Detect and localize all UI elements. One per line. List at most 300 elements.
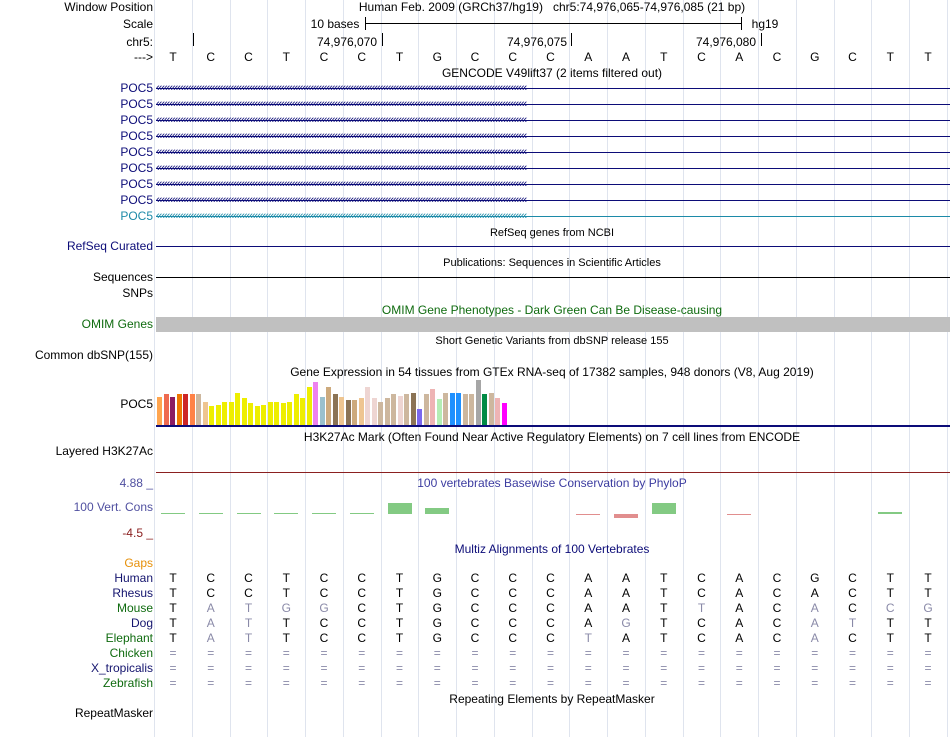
multiz-base: = (320, 676, 328, 690)
multiz-base: A (206, 601, 215, 615)
phylop-score-mark (576, 514, 600, 515)
base-letter: C (319, 50, 329, 64)
gtex-tissue-bar[interactable] (463, 394, 468, 425)
multiz-base: = (886, 646, 894, 660)
multiz-base: = (848, 661, 856, 675)
gencode-item-label[interactable]: POC5 (120, 161, 153, 175)
window-position-label: Window Position (64, 0, 153, 14)
multiz-species-label: Mouse (116, 601, 153, 615)
multiz-base: G (432, 601, 442, 615)
base-letter: A (735, 50, 744, 64)
multiz-base: T (886, 631, 894, 645)
phylop-score-mark (652, 503, 676, 514)
repeatmasker-track-title: Repeating Elements by RepeatMasker (449, 692, 655, 706)
coord-tick (382, 33, 383, 46)
multiz-base: C (848, 586, 857, 600)
gencode-strand-arrows: ‹‹‹‹‹‹‹‹‹‹‹‹‹‹‹‹‹‹‹‹‹‹‹‹‹‹‹‹‹‹‹‹‹‹‹‹‹‹‹‹‹‹‹‹‹‹‹‹‹‹‹‹‹‹‹‹‹‹‹‹‹‹‹‹‹‹‹‹‹‹‹‹‹‹‹‹‹‹‹‹‹‹‹‹‹‹‹‹‹‹‹‹‹‹‹‹‹‹‹‹‹‹‹‹‹‹‹‹‹‹‹‹‹‹‹‹‹‹‹‹‹‹‹‹‹‹‹‹‹‹‹‹‹‹‹‹‹‹‹ (156, 162, 527, 174)
multiz-base: = (622, 676, 630, 690)
publications-track-title: Publications: Sequences in Scientific Articles (443, 257, 661, 269)
multiz-base: C (470, 586, 480, 600)
multiz-base: = (697, 661, 705, 675)
gtex-tissue-bar[interactable] (313, 382, 318, 425)
multiz-base: C (244, 586, 253, 600)
base-letter: A (621, 50, 630, 64)
multiz-base: = (811, 676, 819, 690)
phylop-score-mark (388, 503, 412, 514)
multiz-base: = (358, 646, 366, 660)
gtex-tissue-bar[interactable] (333, 394, 338, 425)
phylop-score-mark (425, 508, 449, 514)
multiz-base: = (886, 676, 894, 690)
multiz-base: C (772, 631, 782, 645)
multiz-base: T (282, 631, 290, 645)
scale-label: Scale (122, 17, 153, 31)
dbsnp-track-title: Short Genetic Variants from dbSNP release 155 (435, 335, 669, 347)
gtex-tissue-bar[interactable] (242, 398, 247, 425)
multiz-base: G (281, 601, 291, 615)
multiz-base: = (546, 661, 554, 675)
multiz-base: C (772, 571, 782, 585)
base-letter: C (848, 50, 857, 64)
multiz-base: A (621, 586, 630, 600)
multiz-base: C (470, 601, 480, 615)
multiz-base: T (395, 631, 404, 645)
multiz-base: C (508, 601, 518, 615)
multiz-base: C (508, 586, 518, 600)
multiz-base: = (244, 646, 252, 660)
gtex-tissue-bar[interactable] (222, 402, 227, 425)
gtex-tissue-bar[interactable] (209, 406, 214, 425)
multiz-base: = (546, 646, 554, 660)
gtex-tissue-bar[interactable] (450, 393, 455, 425)
gtex-tissue-bar[interactable] (443, 393, 448, 425)
multiz-species-label: Chicken (109, 646, 153, 660)
gtex-tissue-bar[interactable] (229, 402, 234, 425)
multiz-base: A (621, 631, 630, 645)
multiz-base: = (811, 661, 819, 675)
gtex-tissue-bar[interactable] (326, 387, 331, 425)
gtex-tissue-bar[interactable] (489, 393, 494, 425)
gtex-tissue-bar[interactable] (235, 393, 240, 425)
gtex-tissue-bar[interactable] (190, 394, 195, 425)
multiz-base: = (244, 676, 252, 690)
gtex-tissue-bar[interactable] (281, 403, 286, 425)
multiz-base: A (584, 616, 593, 630)
gtex-tissue-bar[interactable] (261, 405, 266, 425)
multiz-base: G (432, 586, 442, 600)
multiz-base: G (432, 616, 442, 630)
phylop-score-mark (878, 512, 902, 514)
multiz-base: T (244, 616, 253, 630)
gtex-tissue-bar[interactable] (320, 397, 325, 425)
multiz-base: T (169, 586, 177, 600)
chrom-label: chr5: (126, 35, 153, 49)
gtex-tissue-bar[interactable] (203, 402, 208, 425)
multiz-base: T (395, 571, 404, 585)
multiz-species-label: Rhesus (112, 586, 153, 600)
multiz-base: = (811, 646, 819, 660)
gtex-tissue-bar[interactable] (378, 402, 383, 425)
phylop-score-mark (161, 513, 185, 514)
multiz-base: T (660, 601, 668, 615)
base-letter: C (357, 50, 367, 64)
multiz-base: = (320, 646, 328, 660)
multiz-base: T (169, 571, 177, 585)
multiz-base: C (470, 631, 480, 645)
multiz-base: A (621, 571, 630, 585)
multiz-base: = (509, 661, 517, 675)
multiz-base: C (206, 586, 216, 600)
multiz-base: C (357, 571, 367, 585)
gtex-tissue-bar[interactable] (365, 387, 370, 425)
multiz-base: T (924, 631, 932, 645)
multiz-base: A (621, 601, 630, 615)
gtex-tissue-bar[interactable] (359, 398, 364, 425)
coord-label-1: 74,976,070 (316, 35, 378, 49)
h3k27ac-baseline (156, 472, 950, 473)
gtex-track-title: Gene Expression in 54 tissues from GTEx RNA-seq of 17382 samples, 948 donors (V8, Aug 2019) (290, 365, 814, 379)
base-letter: C (508, 50, 518, 64)
gtex-tissue-bar[interactable] (196, 394, 201, 425)
coord-label-2: 74,976,075 (506, 35, 568, 49)
gencode-item-label[interactable]: POC5 (120, 81, 153, 95)
multiz-base: = (282, 676, 290, 690)
assembly-label: hg19 (751, 17, 779, 31)
phylop-ymin-label: -4.5 _ (122, 526, 153, 540)
gtex-tissue-bar[interactable] (248, 403, 253, 425)
base-letter: G (432, 50, 442, 64)
multiz-base: = (471, 676, 479, 690)
scale-bar-right-tick (741, 17, 742, 30)
base-letter: T (660, 50, 668, 64)
multiz-base: C (697, 616, 706, 630)
gencode-strand-arrows: ‹‹‹‹‹‹‹‹‹‹‹‹‹‹‹‹‹‹‹‹‹‹‹‹‹‹‹‹‹‹‹‹‹‹‹‹‹‹‹‹‹‹‹‹‹‹‹‹‹‹‹‹‹‹‹‹‹‹‹‹‹‹‹‹‹‹‹‹‹‹‹‹‹‹‹‹‹‹‹‹‹‹‹‹‹‹‹‹‹‹‹‹‹‹‹‹‹‹‹‹‹‹‹‹‹‹‹‹‹‹‹‹‹‹‹‹‹‹‹‹‹‹‹‹‹‹‹‹‹‹‹‹‹‹‹‹‹‹‹ (156, 194, 527, 206)
phylop-wiggle[interactable] (156, 490, 950, 530)
multiz-base: = (471, 646, 479, 660)
gtex-tissue-bar[interactable] (300, 398, 305, 425)
multiz-base: = (584, 661, 592, 675)
phylop-score-mark (312, 513, 336, 514)
phylop-track-title: 100 vertebrates Basewise Conservation by PhyloP (417, 476, 687, 490)
multiz-base: C (772, 616, 782, 630)
gencode-strand-arrows: ‹‹‹‹‹‹‹‹‹‹‹‹‹‹‹‹‹‹‹‹‹‹‹‹‹‹‹‹‹‹‹‹‹‹‹‹‹‹‹‹‹‹‹‹‹‹‹‹‹‹‹‹‹‹‹‹‹‹‹‹‹‹‹‹‹‹‹‹‹‹‹‹‹‹‹‹‹‹‹‹‹‹‹‹‹‹‹‹‹‹‹‹‹‹‹‹‹‹‹‹‹‹‹‹‹‹‹‹‹‹‹‹‹‹‹‹‹‹‹‹‹‹‹‹‹‹‹‹‹‹‹‹‹‹‹‹‹‹‹ (156, 146, 527, 158)
multiz-base: C (546, 631, 555, 645)
multiz-base: = (358, 661, 366, 675)
multiz-base: C (244, 571, 253, 585)
multiz-track-title: Multiz Alignments of 100 Vertebrates (454, 542, 650, 556)
gtex-tissue-bar[interactable] (430, 389, 435, 425)
base-letter: T (395, 50, 404, 64)
multiz-base: = (433, 661, 441, 675)
gtex-tissue-bar[interactable] (398, 396, 403, 425)
phylop-score-mark (614, 514, 638, 518)
coord-label-3: 74,976,080 (695, 35, 757, 49)
refseq-track-label[interactable]: RefSeq Curated (66, 239, 153, 253)
multiz-base: A (206, 631, 215, 645)
multiz-base: = (169, 646, 177, 660)
multiz-base: G (810, 571, 820, 585)
multiz-base: = (546, 676, 554, 690)
multiz-base: T (660, 631, 668, 645)
gencode-item-label[interactable]: POC5 (120, 97, 153, 111)
multiz-base: = (660, 676, 668, 690)
multiz-base: = (471, 661, 479, 675)
multiz-base: C (508, 571, 518, 585)
multiz-base: T (395, 586, 404, 600)
phylop-ymax-label: 4.88 _ (119, 476, 153, 490)
gtex-tissue-bar[interactable] (287, 402, 292, 425)
multiz-base: = (622, 661, 630, 675)
phylop-score-mark (350, 513, 374, 514)
multiz-base: T (282, 571, 290, 585)
h3k27ac-track-label[interactable]: Layered H3K27Ac (55, 444, 153, 458)
multiz-base: T (169, 616, 177, 630)
multiz-base: C (319, 616, 329, 630)
phylop-score-mark (237, 513, 261, 514)
gtex-gene-label[interactable]: POC5 (120, 397, 153, 411)
multiz-base: A (735, 586, 744, 600)
gtex-tissue-bar[interactable] (294, 394, 299, 425)
gtex-tissue-bar[interactable] (391, 394, 396, 425)
scale-bar-left-tick (365, 17, 366, 30)
base-letter: C (470, 50, 480, 64)
phylop-score-mark (274, 513, 298, 514)
multiz-base: = (660, 661, 668, 675)
multiz-base: C (508, 631, 518, 645)
gtex-tissue-bar[interactable] (411, 393, 416, 425)
gencode-strand-arrows: ‹‹‹‹‹‹‹‹‹‹‹‹‹‹‹‹‹‹‹‹‹‹‹‹‹‹‹‹‹‹‹‹‹‹‹‹‹‹‹‹‹‹‹‹‹‹‹‹‹‹‹‹‹‹‹‹‹‹‹‹‹‹‹‹‹‹‹‹‹‹‹‹‹‹‹‹‹‹‹‹‹‹‹‹‹‹‹‹‹‹‹‹‹‹‹‹‹‹‹‹‹‹‹‹‹‹‹‹‹‹‹‹‹‹‹‹‹‹‹‹‹‹‹‹‹‹‹‹‹‹‹‹‹‹‹‹‹‹‹ (156, 114, 527, 126)
multiz-base: = (697, 676, 705, 690)
multiz-base: T (886, 571, 894, 585)
multiz-species-label: Elephant (105, 631, 153, 645)
multiz-base: C (546, 586, 555, 600)
gtex-tissue-bar[interactable] (274, 402, 279, 425)
multiz-base: G (432, 571, 442, 585)
multiz-base: C (697, 586, 706, 600)
multiz-base: = (207, 646, 215, 660)
gtex-baseline (156, 425, 950, 427)
multiz-base: A (584, 601, 593, 615)
multiz-base: = (509, 676, 517, 690)
multiz-species-label: Dog (130, 616, 153, 630)
multiz-base: C (697, 631, 706, 645)
gtex-tissue-bar[interactable] (307, 387, 312, 425)
gtex-tissue-bar[interactable] (216, 405, 221, 425)
multiz-base: A (584, 571, 593, 585)
multiz-base: = (207, 661, 215, 675)
base-letter: T (282, 50, 290, 64)
gtex-tissue-bar[interactable] (385, 398, 390, 425)
h3k27ac-track-title: H3K27Ac Mark (Often Found Near Active Regulatory Elements) on 7 cell lines from ENCODE (303, 430, 801, 444)
multiz-base: C (470, 571, 480, 585)
multiz-base: A (735, 601, 744, 615)
strand-label: ---> (134, 50, 153, 64)
multiz-base: T (924, 571, 932, 585)
multiz-base: T (282, 586, 290, 600)
multiz-base: T (244, 601, 253, 615)
multiz-base: = (509, 646, 517, 660)
multiz-base: C (848, 631, 857, 645)
snps-track-label[interactable]: SNPs (122, 286, 153, 300)
gtex-tissue-bar[interactable] (157, 397, 162, 425)
multiz-base: = (244, 661, 252, 675)
omim-track-bar[interactable] (156, 317, 950, 332)
multiz-base: A (735, 616, 744, 630)
multiz-base: A (584, 586, 593, 600)
gencode-strand-arrows: ‹‹‹‹‹‹‹‹‹‹‹‹‹‹‹‹‹‹‹‹‹‹‹‹‹‹‹‹‹‹‹‹‹‹‹‹‹‹‹‹‹‹‹‹‹‹‹‹‹‹‹‹‹‹‹‹‹‹‹‹‹‹‹‹‹‹‹‹‹‹‹‹‹‹‹‹‹‹‹‹‹‹‹‹‹‹‹‹‹‹‹‹‹‹‹‹‹‹‹‹‹‹‹‹‹‹‹‹‹‹‹‹‹‹‹‹‹‹‹‹‹‹‹‹‹‹‹‹‹‹‹‹‹‹‹‹‹‹‹ (156, 98, 527, 110)
multiz-base: = (848, 676, 856, 690)
gtex-tissue-bar[interactable] (424, 394, 429, 425)
multiz-base: = (207, 676, 215, 690)
multiz-base: G (432, 631, 442, 645)
gencode-strand-arrows: ‹‹‹‹‹‹‹‹‹‹‹‹‹‹‹‹‹‹‹‹‹‹‹‹‹‹‹‹‹‹‹‹‹‹‹‹‹‹‹‹‹‹‹‹‹‹‹‹‹‹‹‹‹‹‹‹‹‹‹‹‹‹‹‹‹‹‹‹‹‹‹‹‹‹‹‹‹‹‹‹‹‹‹‹‹‹‹‹‹‹‹‹‹‹‹‹‹‹‹‹‹‹‹‹‹‹‹‹‹‹‹‹‹‹‹‹‹‹‹‹‹‹‹‹‹‹‹‹‹‹‹‹‹‹‹‹‹‹‹ (156, 210, 527, 222)
gtex-tissue-bar[interactable] (404, 394, 409, 425)
multiz-base: = (433, 676, 441, 690)
multiz-base: C (546, 571, 555, 585)
multiz-base: T (660, 571, 668, 585)
base-letter: C (206, 50, 216, 64)
base-letter: T (886, 50, 894, 64)
multiz-base: T (395, 601, 404, 615)
multiz-base: = (358, 676, 366, 690)
multiz-base: C (357, 631, 367, 645)
multiz-base: = (924, 646, 932, 660)
coord-tick (571, 33, 572, 46)
refseq-track-title: RefSeq genes from NCBI (489, 227, 615, 239)
base-letter: C (546, 50, 555, 64)
multiz-species-label: Zebrafish (102, 676, 153, 690)
multiz-base: T (584, 631, 592, 645)
gtex-tissue-bar[interactable] (417, 409, 422, 425)
multiz-base: = (584, 676, 592, 690)
gtex-tissue-bar[interactable] (437, 399, 442, 425)
gtex-tissue-bar[interactable] (183, 394, 188, 425)
multiz-base: T (244, 631, 253, 645)
multiz-species-label: X_tropicalis (90, 661, 153, 675)
multiz-base: = (886, 661, 894, 675)
gtex-tissue-bar[interactable] (482, 394, 487, 425)
multiz-species-label: Human (114, 571, 153, 585)
multiz-base: T (924, 616, 932, 630)
multiz-base: C (772, 586, 782, 600)
base-gridline (154, 0, 155, 737)
repeatmasker-track-label[interactable]: RepeatMasker (74, 706, 153, 720)
multiz-base: = (169, 676, 177, 690)
multiz-base: C (848, 571, 857, 585)
multiz-base: C (546, 616, 555, 630)
gtex-tissue-bar[interactable] (456, 393, 461, 425)
multiz-gaps-label: Gaps (124, 556, 153, 570)
gencode-track-title: GENCODE V49lift37 (2 items filtered out) (441, 66, 663, 80)
multiz-base: C (357, 616, 367, 630)
multiz-base: T (169, 631, 177, 645)
gtex-tissue-bar[interactable] (164, 394, 169, 425)
multiz-base: = (773, 676, 781, 690)
gtex-tissue-bar[interactable] (177, 394, 182, 425)
multiz-base: C (470, 616, 480, 630)
multiz-base: C (319, 631, 329, 645)
multiz-base: G (923, 601, 933, 615)
multiz-base: = (282, 661, 290, 675)
gtex-bar-chart[interactable] (156, 380, 950, 425)
multiz-base: C (319, 571, 329, 585)
gencode-item-label[interactable]: POC5 (120, 129, 153, 143)
multiz-base: T (886, 586, 894, 600)
gtex-tissue-bar[interactable] (476, 380, 481, 425)
gtex-tissue-bar[interactable] (255, 406, 260, 425)
refseq-track-line (156, 246, 950, 247)
multiz-base: = (924, 661, 932, 675)
publications-track-label[interactable]: Sequences (92, 270, 153, 284)
scale-bar (365, 23, 741, 24)
gencode-item-label[interactable]: POC5 (120, 113, 153, 127)
omim-track-label[interactable]: OMIM Genes (81, 317, 153, 331)
multiz-base: = (924, 676, 932, 690)
gtex-tissue-bar[interactable] (469, 394, 474, 425)
gencode-item-label[interactable]: POC5 (120, 177, 153, 191)
multiz-base: C (508, 616, 518, 630)
gtex-tissue-bar[interactable] (346, 400, 351, 425)
dbsnp-track-label[interactable]: Common dbSNP(155) (34, 348, 153, 362)
multiz-base: T (282, 616, 290, 630)
gencode-item-label[interactable]: POC5 (120, 145, 153, 159)
multiz-base: A (810, 631, 819, 645)
multiz-base: C (885, 601, 895, 615)
multiz-base: A (810, 616, 819, 630)
base-letter: C (697, 50, 706, 64)
gtex-tissue-bar[interactable] (502, 403, 507, 425)
multiz-base: = (773, 661, 781, 675)
multiz-base: = (584, 646, 592, 660)
gencode-item-label[interactable]: POC5 (120, 193, 153, 207)
gtex-tissue-bar[interactable] (339, 397, 344, 425)
multiz-base: C (848, 601, 857, 615)
base-letter: T (169, 50, 177, 64)
multiz-base: = (697, 646, 705, 660)
omim-track-title: OMIM Gene Phenotypes - Dark Green Can Be Disease-causing (381, 303, 723, 317)
multiz-base: C (319, 586, 329, 600)
multiz-base: A (810, 586, 819, 600)
coord-tick (193, 33, 194, 46)
gencode-strand-arrows: ‹‹‹‹‹‹‹‹‹‹‹‹‹‹‹‹‹‹‹‹‹‹‹‹‹‹‹‹‹‹‹‹‹‹‹‹‹‹‹‹‹‹‹‹‹‹‹‹‹‹‹‹‹‹‹‹‹‹‹‹‹‹‹‹‹‹‹‹‹‹‹‹‹‹‹‹‹‹‹‹‹‹‹‹‹‹‹‹‹‹‹‹‹‹‹‹‹‹‹‹‹‹‹‹‹‹‹‹‹‹‹‹‹‹‹‹‹‹‹‹‹‹‹‹‹‹‹‹‹‹‹‹‹‹‹‹‹‹‹ (156, 82, 527, 94)
multiz-base: = (773, 646, 781, 660)
multiz-base: = (395, 676, 403, 690)
multiz-base: C (697, 571, 706, 585)
multiz-base: = (660, 646, 668, 660)
gencode-strand-arrows: ‹‹‹‹‹‹‹‹‹‹‹‹‹‹‹‹‹‹‹‹‹‹‹‹‹‹‹‹‹‹‹‹‹‹‹‹‹‹‹‹‹‹‹‹‹‹‹‹‹‹‹‹‹‹‹‹‹‹‹‹‹‹‹‹‹‹‹‹‹‹‹‹‹‹‹‹‹‹‹‹‹‹‹‹‹‹‹‹‹‹‹‹‹‹‹‹‹‹‹‹‹‹‹‹‹‹‹‹‹‹‹‹‹‹‹‹‹‹‹‹‹‹‹‹‹‹‹‹‹‹‹‹‹‹‹‹‹‹‹ (156, 130, 527, 142)
gtex-tissue-bar[interactable] (170, 397, 175, 425)
gtex-tissue-bar[interactable] (268, 402, 273, 425)
gtex-tissue-bar[interactable] (352, 400, 357, 425)
phylop-track-label[interactable]: 100 Vert. Cons (73, 500, 153, 514)
multiz-base: T (169, 601, 177, 615)
base-letter: G (810, 50, 820, 64)
multiz-base: = (395, 646, 403, 660)
gtex-tissue-bar[interactable] (372, 398, 377, 425)
multiz-base: = (169, 661, 177, 675)
coord-tick (761, 33, 762, 46)
multiz-base: = (395, 661, 403, 675)
gtex-tissue-bar[interactable] (495, 398, 500, 425)
phylop-score-mark (199, 513, 223, 514)
multiz-base: A (735, 571, 744, 585)
phylop-score-mark (727, 514, 751, 515)
scale-text: 10 bases (310, 17, 360, 31)
multiz-base: C (546, 601, 555, 615)
window-position-text: Human Feb. 2009 (GRCh37/hg19) chr5:74,976,065-74,976,085 (21 bp) (358, 0, 746, 14)
gencode-item-label[interactable]: POC5 (120, 209, 153, 223)
multiz-base: T (697, 601, 706, 615)
